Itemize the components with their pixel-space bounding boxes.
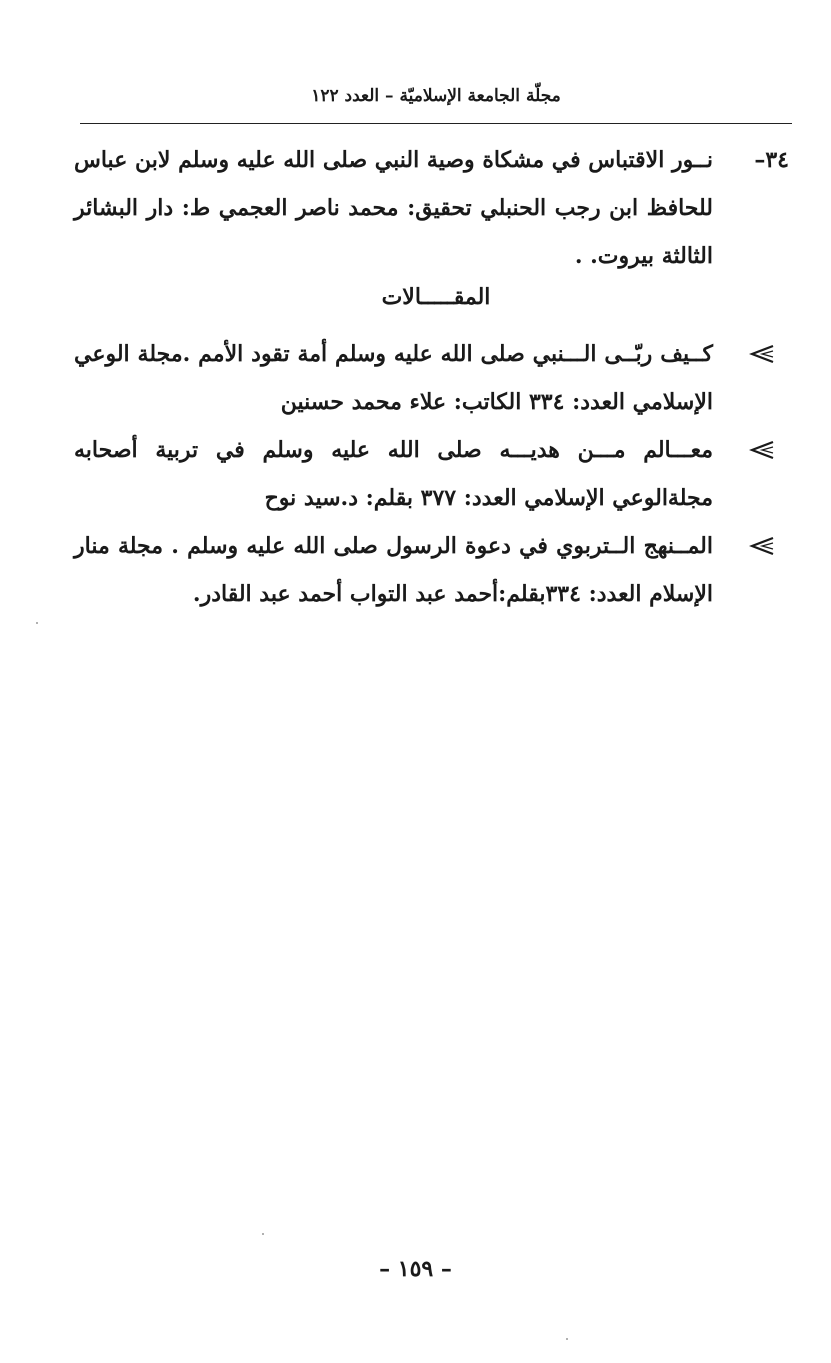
list-item (74, 330, 789, 426)
scan-speck (36, 622, 38, 624)
bibliography-entry (74, 136, 789, 280)
list-item (74, 426, 789, 522)
list-item (74, 522, 789, 618)
article-text: كــيف ربّــى الـــنبي صلى الله عليه وسلم أمة تقود الأمم .مجلة الوعي الإسلامي العدد: ٣٣٤ الكاتب: علاء محمد حسنين (74, 341, 713, 415)
articles-list (74, 330, 789, 618)
entry-text: نــور الاقتباس في مشكاة وصية النبي صلى الله عليه وسلم لابن عباس للحافظ ابن رجب الحنبلي تحقيق: محمد ناصر العجمي ط: دار البشائر الثالثة بيروت. . (74, 147, 713, 269)
article-text: المــنهج الــتربوي في دعوة الرسول صلى الله عليه وسلم . مجلة منار الإسلام العدد: ٣٣٤بقلم:أحمد عبد التواب أحمد عبد القادر. (74, 533, 713, 607)
entry-number: ٣٤– (754, 147, 789, 173)
scan-speck (262, 1233, 264, 1235)
arrow-bullet-icon (749, 522, 789, 570)
scan-speck (566, 1338, 568, 1340)
arrow-bullet-icon (749, 426, 789, 474)
article-text: معـــالم مـــن هديـــه صلى الله عليه وسلم في تربية أصحابه مجلةالوعي الإسلامي العدد: ٣٧٧ بقلم: د.سيد نوح (74, 437, 713, 511)
page-number: – ١٥٩ – (379, 1256, 452, 1282)
arrow-bullet-icon (749, 330, 789, 378)
running-header: مجلّة الجامعة الإسلاميّة – العدد ١٢٢ (311, 86, 561, 106)
header-divider (80, 123, 792, 124)
section-heading: المقـــــالات (381, 284, 491, 310)
